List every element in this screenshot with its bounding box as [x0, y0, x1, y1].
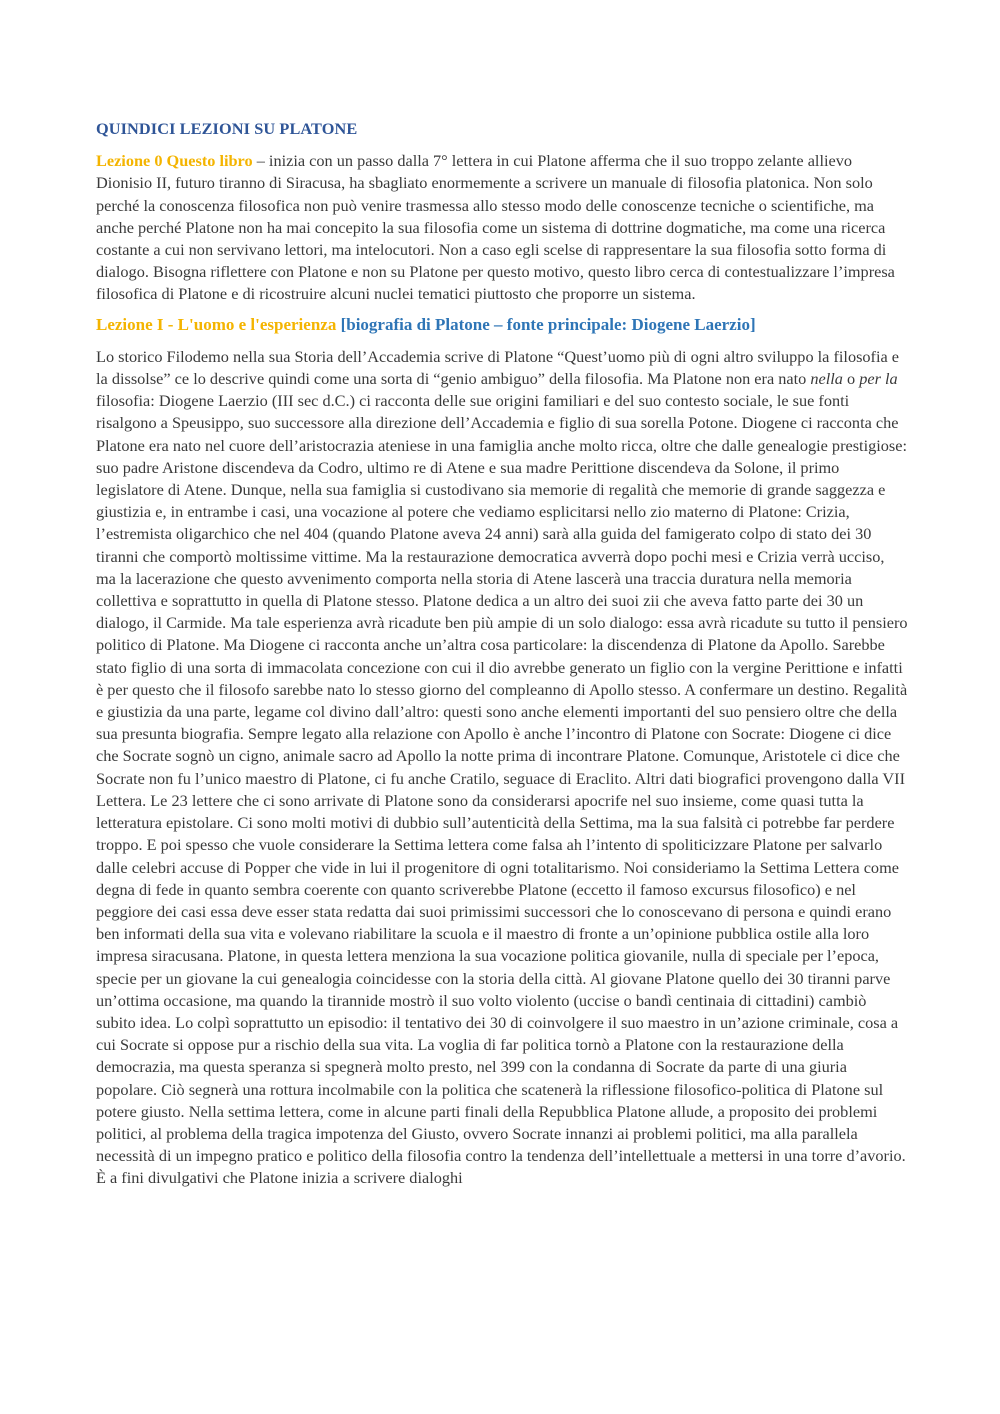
- lesson-1-text-c: filosofia: Diogene Laerzio (III sec d.C.) ci racconta delle sue origini familiari e del suo contesto sociale, le sue fonti risalgono a Speusippo, suo successore alla direzione dell’Accademia e figlio di sua sorella Potone. Diogene ci racconta che Platone era nato nel cuore dell’aristocrazia ateniese in una famiglia anche molto ricca, oltre che dalle genealogie prestigiose: suo padre Aristone discendeva da Codro, ultimo re di Atene e sua madre Perittione discendeva da Solone, il primo legislatore di Atene. Dunque, nella sua famiglia si custodivano sia memorie di regalità che memorie di grande saggezza e giustizia e, in entrambe i casi, una vocazione al potere che vediamo esplicitarsi nello zio materno di Platone: Crizia, l’estremista oligarchico che nel 404 (quando Platone aveva 24 anni) sarà alla guida del famigerato colpo di stato dei 30 tiranni che comportò moltissime vittime. Ma la restaurazione democratica avverrà dopo pochi mesi e Crizia verrà ucciso, ma la lacerazione che questo avvenimento comporta nella storia di Atene lascerà una traccia duratura nella memoria collettiva e soprattutto in quella di Platone stesso. Platone dedica a un altro dei suoi zii che aveva fatto parte dei 30 un dialogo, il Carmide. Ma tale esperienza avrà ricadute ben più ampie di un solo dialogo: essa avrà ricadute su tutto il pensiero politico di Platone. Ma Diogene ci racconta anche un’altra cosa particolare: la discendenza di Platone da Apollo. Sarebbe stato figlio di una sorta di immacolata concezione con cui il dio avrebbe generato un figlio con la vergine Perittione e infatti è per questo che il filosofo sarebbe nato lo stesso giorno del compleanno di Apollo stesso. A confermare un destino. Regalità e giustizia da una parte, legame col divino dall’altro: questi sono anche elementi importanti del suo pensiero oltre che della sua presunta biografia. Sempre legato alla relazione con Apollo è anche l’incontro di Platone con Socrate: Diogene ci dice che Socrate sognò un cigno, animale sacro ad Apollo la notte prima di incontrare Platone. Comunque, Aristotele ci dice che Socrate non fu l’unico maestro di Platone, ci fu anche Cratilo, seguace di Eraclito. Altri dati biografici provengono dalla VII Lettera. Le 23 lettere che ci sono arrivate di Platone sono da considerarsi apocrife nel suo insieme, come quasi tutta la letteratura epistolare. Ci sono molti motivi di dubbio sull’autenticità della Settima, ma la sua falsità ci potrebbe far perdere troppo. E poi spesso che vuole considerare la Settima lettera come falsa ah l’intento di spoliticizzare Platone per salvarlo dalle celebri accuse di Popper che vide in lui il progenitore di ogni totalitarismo. Noi consideriamo la Settima Lettera come degna di fede in quanto sembra coerente con quanto scriverebbe Platone (eccetto il famoso excursus filosofico) e nel peggiore dei casi essa deve esser stata redatta dai suoi primissimi successori che lo conoscevano di persona e quindi erano ben informati della sua vita e volevano riabilitare la scuola e il maestro di fronte a un’opinione pubblica ostile alla loro impresa siracusana. Platone, in questa lettera menziona la sua vocazione politica giovanile, nulla di speciale per l’epoca, specie per un giovane la cui genealogia coincidesse con la storia della città. Al giovane Platone quello dei 30 tiranni parve un’ottima occasione, ma quando la tirannide mostrò il suo volto violento (uccise o bandì centinaia di cittadini) cambiò subito idea. Lo colpì soprattutto un episodio: il tentativo dei 30 di coinvolgere il suo maestro in un’azione criminale, cosa a cui Socrate si oppose pur a rischio della sua vita. La voglia di far politica tornò a Platone con la restaurazione della democrazia, ma questa speranza si spegnerà molto presto, nel 399 con la condanna di Socrate da parte di una giuria popolare. Ciò segnerà una rottura incolmabile con la politica che scatenerà la riflessione filosofico-politica di Platone sul potere giusto. Nella settima lettera, come in alcune parti finali della Repubblica Platone allude, a proposito dei problemi politici, al problema della tragica impotenza del Giusto, ovvero Socrate innanzi ai problemi politici, ma alla parallela necessità di un impegno pratico e politico della filosofia contro la tendenza dell’intellettuale a mettersi in una torre d’avorio. È a fini divulgativi che Platone inizia a scrivere dialoghi: [96, 391, 908, 1188]
- lesson-0-paragraph: [96, 150, 908, 305]
- lesson-0-text: – inizia con un passo dalla 7° lettera in cui Platone afferma che il suo troppo zelante allievo Dionisio II, futuro tiranno di Siracusa, ha sbagliato enormemente a scrivere un manuale di filosofia platonica. Non solo perché la conoscenza filosofica non può venire trasmessa allo stesso modo delle conoscenze tecniche o scientifiche, ma anche perché Platone non ha mai concepito la sua filosofia come un sistema di dottrine dogmatiche, ma come una ricerca costante a cui non servivano lettori, ma intelocutori. Non a caso egli scelse di rappresentare la sua filosofia sotto forma di dialogo. Bisogna riflettere con Platone e non su Platone per questo motivo, questo libro cerca di contestualizzare l’impresa filosofica di Platone e di ricostruire alcuni nuclei tematici piuttosto che proporre un sistema.: [96, 151, 895, 304]
- document-page: [96, 108, 908, 1198]
- lesson-1-note: [biografia di Platone – fonte principale: Diogene Laerzio]: [340, 314, 756, 334]
- lesson-1-paragraph: [96, 346, 908, 1190]
- lesson-1-heading: [96, 314, 908, 336]
- lesson-1-text-b: o: [842, 369, 860, 389]
- document-title: QUINDICI LEZIONI SU PLATONE: [96, 119, 358, 138]
- lesson-1-text-a: Lo storico Filodemo nella sua Storia dell’Accademia scrive di Platone “Quest’uomo più di ogni altro sviluppo la filosofia e la dissolse” ce lo descrive quindi come una sorta di “genio ambiguo” della filosofia. Ma Platone non era nato: [96, 346, 900, 389]
- lesson-1-italic-per-la: per la: [859, 369, 898, 389]
- lesson-0-label: Lezione 0 Questo libro: [96, 151, 253, 171]
- lesson-1-label: Lezione I - L'uomo e l'esperienza: [96, 314, 337, 334]
- lesson-1-italic-nella: nella: [810, 369, 843, 389]
